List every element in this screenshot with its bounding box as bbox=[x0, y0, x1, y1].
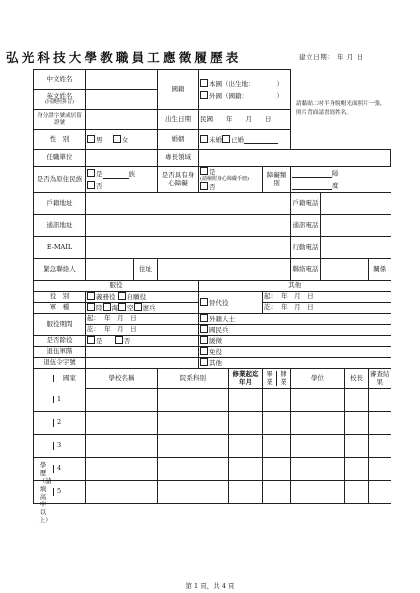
paren-close: ） bbox=[276, 91, 283, 100]
disability-level-label: 障礙類別 bbox=[263, 167, 291, 193]
marines-checkbox[interactable] bbox=[134, 303, 142, 311]
english-name-label-cell bbox=[34, 90, 86, 110]
date-blank: 年 月 日 bbox=[281, 292, 314, 301]
national-guard-label: 國民兵 bbox=[209, 326, 229, 335]
disability-no-label: 否 bbox=[209, 183, 216, 192]
nationality-field bbox=[199, 70, 291, 110]
exempt-yes-checkbox[interactable] bbox=[87, 336, 95, 344]
marines-label: 憲兵 bbox=[142, 304, 156, 313]
graduation-cell[interactable] bbox=[263, 481, 291, 504]
exempted-label: 緩徵 bbox=[209, 337, 222, 346]
department-cell[interactable] bbox=[158, 389, 229, 412]
alternative-service-field bbox=[199, 292, 263, 314]
disability-unit-label: 障 bbox=[332, 169, 339, 178]
army-checkbox[interactable] bbox=[87, 303, 95, 311]
english-name-field[interactable] bbox=[86, 90, 158, 110]
foreign-status-checkbox[interactable] bbox=[200, 314, 208, 322]
birth-date-label: 出生日期 bbox=[158, 110, 199, 130]
disability-note: (請檢附身心障礙手冊) bbox=[200, 175, 249, 182]
married-checkbox[interactable] bbox=[222, 135, 230, 143]
tribe-label: 族 bbox=[128, 170, 135, 179]
aboriginal-yes-checkbox[interactable] bbox=[87, 169, 95, 177]
period-cell[interactable] bbox=[229, 412, 263, 435]
graduation-cell[interactable] bbox=[263, 389, 291, 412]
disability-degree-blank[interactable] bbox=[292, 182, 332, 190]
row-number: 4 bbox=[57, 464, 62, 473]
relationship-label: 關係 bbox=[369, 259, 391, 281]
mailing-phone-label: 通訊電話 bbox=[291, 215, 321, 237]
disability-no-checkbox[interactable] bbox=[200, 182, 208, 190]
exempt-field bbox=[86, 336, 199, 347]
id-number-field[interactable] bbox=[86, 110, 158, 130]
exempt-yes-label: 是 bbox=[96, 337, 103, 346]
disability-yes-checkbox[interactable] bbox=[200, 167, 208, 175]
to-label: 訖： bbox=[264, 303, 277, 312]
tribe-blank[interactable] bbox=[103, 171, 129, 179]
alternative-service-checkbox[interactable] bbox=[200, 298, 208, 306]
male-label: 男 bbox=[96, 135, 103, 144]
degree-cell[interactable] bbox=[291, 481, 345, 504]
chinese-name-label: 中文姓名 bbox=[34, 70, 86, 90]
exempt-service-field bbox=[199, 347, 391, 358]
department-cell[interactable] bbox=[158, 435, 229, 458]
branch-label: 軍 種 bbox=[34, 303, 86, 314]
education-row bbox=[34, 412, 86, 435]
military-service-header: 服役 bbox=[34, 281, 199, 292]
mailing-address-label: 通訊地址 bbox=[34, 215, 86, 237]
others-label: 其他 bbox=[209, 359, 222, 368]
review-result-header: 審查結果 bbox=[369, 369, 391, 389]
air-label: 空 bbox=[127, 304, 134, 313]
domestic-label: 本國（出生地： bbox=[209, 79, 255, 88]
volunteer-label: 自願役 bbox=[126, 293, 147, 302]
aboriginal-no-checkbox[interactable] bbox=[87, 181, 95, 189]
disability-field bbox=[199, 167, 263, 193]
graduated-header: 畢業 bbox=[266, 370, 273, 386]
unmarried-checkbox[interactable] bbox=[200, 135, 208, 143]
others-field bbox=[199, 358, 391, 369]
branch-field bbox=[86, 303, 199, 314]
school-name-header: 學校名稱 bbox=[86, 369, 158, 389]
principal-header: 校長 bbox=[345, 369, 369, 389]
graduation-header bbox=[263, 369, 291, 389]
alt-service-to[interactable] bbox=[263, 303, 391, 314]
from-label: 起： bbox=[264, 292, 277, 301]
principal-cell[interactable] bbox=[345, 412, 369, 435]
degree-header: 學位 bbox=[291, 369, 345, 389]
aboriginal-field bbox=[86, 167, 158, 193]
study-period-header: 修業起迄年月 bbox=[229, 369, 263, 389]
volunteer-checkbox[interactable] bbox=[118, 292, 126, 300]
foreign-label: 外國（國籍： bbox=[209, 91, 248, 100]
review-cell[interactable] bbox=[369, 435, 391, 458]
nationality-label: 國籍 bbox=[158, 70, 199, 110]
navy-checkbox[interactable] bbox=[103, 303, 111, 311]
photo-area[interactable] bbox=[291, 70, 391, 150]
department-cell[interactable] bbox=[158, 458, 229, 481]
review-cell[interactable] bbox=[369, 481, 391, 504]
service-type-field bbox=[86, 292, 199, 303]
national-guard-field bbox=[199, 325, 391, 336]
service-from[interactable] bbox=[86, 314, 199, 325]
degree-cell[interactable] bbox=[291, 435, 345, 458]
date-blank: 年 月 日 bbox=[104, 314, 137, 323]
emergency-phone-field[interactable] bbox=[321, 259, 369, 281]
alternative-service-label: 替代役 bbox=[209, 298, 229, 307]
exempted-field bbox=[199, 336, 391, 347]
row-number: 1 bbox=[57, 395, 62, 404]
exempt-no-checkbox[interactable] bbox=[115, 336, 123, 344]
form-title: 弘光科技大學教職員工應徵履歷表 bbox=[6, 50, 242, 65]
marital-field bbox=[199, 130, 291, 150]
row-number: 3 bbox=[57, 441, 62, 450]
household-address-field[interactable] bbox=[86, 193, 291, 215]
page-footer: 第 1 頁，共 4 頁 bbox=[185, 582, 235, 590]
principal-cell[interactable] bbox=[345, 389, 369, 412]
service-period-label: 服役期間 bbox=[34, 314, 86, 336]
degree-cell[interactable] bbox=[291, 458, 345, 481]
mailing-phone-field[interactable] bbox=[321, 215, 391, 237]
air-checkbox[interactable] bbox=[118, 303, 126, 311]
emergency-address-field[interactable] bbox=[158, 259, 291, 281]
disability-degree-label: 度 bbox=[332, 181, 339, 190]
emergency-phone-label: 聯絡電話 bbox=[291, 259, 321, 281]
principal-cell[interactable] bbox=[345, 458, 369, 481]
review-cell[interactable] bbox=[369, 389, 391, 412]
female-checkbox[interactable] bbox=[113, 135, 121, 143]
aboriginal-yes-label: 是 bbox=[96, 170, 103, 179]
period-cell[interactable] bbox=[229, 458, 263, 481]
incomplete-header: 肄業 bbox=[280, 370, 287, 386]
emergency-address-label: 住址 bbox=[134, 259, 158, 281]
education-row bbox=[34, 389, 86, 412]
mailing-address-field[interactable] bbox=[86, 215, 291, 237]
to-label: 訖： bbox=[87, 325, 100, 334]
graduation-cell[interactable] bbox=[263, 412, 291, 435]
review-cell[interactable] bbox=[369, 458, 391, 481]
marital-label: 婚姻 bbox=[158, 130, 199, 150]
exempt-service-label: 免役 bbox=[209, 348, 222, 357]
from-label: 起： bbox=[87, 314, 100, 323]
army-label: 陸 bbox=[96, 304, 103, 313]
household-phone-field[interactable] bbox=[321, 193, 391, 215]
discharge-date-label: 退伍令字號 bbox=[34, 358, 86, 369]
unmarried-label: 未婚 bbox=[209, 135, 222, 144]
english-name-label: 英文姓名 bbox=[46, 91, 73, 100]
current-employer-field[interactable] bbox=[86, 150, 158, 167]
household-phone-label: 戶籍電話 bbox=[291, 193, 321, 215]
school-cell[interactable] bbox=[86, 458, 158, 481]
department-cell[interactable] bbox=[158, 481, 229, 504]
period-cell[interactable] bbox=[229, 481, 263, 504]
gender-label: 性 別 bbox=[34, 130, 86, 150]
education-section-label-wrap bbox=[34, 436, 52, 551]
period-cell[interactable] bbox=[229, 389, 263, 412]
discharge-rank-field[interactable] bbox=[86, 347, 199, 358]
exempt-no-label: 否 bbox=[123, 337, 131, 346]
graduation-cell[interactable] bbox=[263, 435, 291, 458]
english-name-note: (同護照拼音) bbox=[45, 99, 74, 106]
others-checkbox[interactable] bbox=[200, 358, 208, 366]
date-blank: 年 月 日 bbox=[281, 303, 314, 312]
other-header: 其他 bbox=[199, 281, 391, 292]
specialty-field[interactable] bbox=[199, 150, 391, 167]
graduation-cell[interactable] bbox=[263, 458, 291, 481]
gender-field bbox=[86, 130, 158, 150]
national-guard-checkbox[interactable] bbox=[200, 325, 208, 333]
foreign-status-field bbox=[199, 314, 391, 325]
date-blank: 年 月 日 bbox=[104, 325, 137, 334]
education-section-label: 學歷（請填高中以上） bbox=[39, 462, 52, 525]
exempt-label: 是否除役 bbox=[34, 336, 86, 347]
disability-label: 是否具有身心障礙 bbox=[158, 167, 199, 193]
school-cell[interactable] bbox=[86, 481, 158, 504]
principal-cell[interactable] bbox=[345, 481, 369, 504]
navy-label: 海 bbox=[111, 304, 118, 313]
aboriginal-label: 是否為原住民族 bbox=[34, 167, 86, 193]
degree-cell[interactable] bbox=[291, 412, 345, 435]
id-number-label: 身分證字號或居留證號 bbox=[34, 110, 86, 130]
birth-date-field[interactable]: 民國 年 月 日 bbox=[199, 110, 291, 130]
chinese-name-field[interactable] bbox=[86, 70, 158, 90]
female-label: 女 bbox=[121, 135, 129, 144]
department-header: 院系科別 bbox=[158, 369, 229, 389]
emergency-contact-field[interactable] bbox=[86, 259, 134, 281]
creation-date-label: 建立日期： 年 月 日 bbox=[299, 53, 364, 61]
education-header-cell bbox=[34, 369, 86, 389]
school-cell[interactable] bbox=[86, 389, 158, 412]
married-label: 已婚 bbox=[231, 135, 244, 144]
paren-close: ） bbox=[276, 79, 283, 88]
email-label: E-MAIL bbox=[34, 237, 86, 259]
married-blank[interactable] bbox=[244, 136, 278, 144]
school-cell[interactable] bbox=[86, 435, 158, 458]
compulsory-label: 義務役 bbox=[96, 293, 116, 302]
alt-service-from[interactable] bbox=[263, 292, 391, 303]
row-number: 5 bbox=[57, 487, 62, 496]
specialty-label: 專長領域 bbox=[158, 150, 199, 167]
foreign-status-label: 外籍人士 bbox=[209, 315, 235, 324]
exempted-checkbox[interactable] bbox=[200, 336, 208, 344]
mobile-field[interactable] bbox=[321, 237, 391, 259]
male-checkbox[interactable] bbox=[87, 135, 95, 143]
email-field[interactable] bbox=[86, 237, 291, 259]
principal-cell[interactable] bbox=[345, 435, 369, 458]
service-type-label: 役 別 bbox=[34, 292, 86, 303]
degree-cell[interactable] bbox=[291, 389, 345, 412]
foreign-checkbox[interactable] bbox=[200, 91, 208, 99]
review-cell[interactable] bbox=[369, 412, 391, 435]
period-cell[interactable] bbox=[229, 435, 263, 458]
disability-level-field bbox=[291, 167, 391, 193]
exempt-service-checkbox[interactable] bbox=[200, 347, 208, 355]
row-number: 2 bbox=[57, 418, 62, 427]
school-cell[interactable] bbox=[86, 412, 158, 435]
emergency-contact-label: 緊急聯絡人 bbox=[34, 259, 86, 281]
disability-type-blank[interactable] bbox=[292, 170, 332, 178]
photo-instruction: 請黏貼二吋半身脫帽光面照片一張，照片背面請書寫姓名。 bbox=[296, 100, 386, 117]
compulsory-checkbox[interactable] bbox=[87, 292, 95, 300]
service-to[interactable] bbox=[86, 325, 199, 336]
aboriginal-no-label: 否 bbox=[96, 181, 103, 190]
current-employer-label: 任職單位 bbox=[34, 150, 86, 167]
mobile-label: 行動電話 bbox=[291, 237, 321, 259]
country-header: 國家 bbox=[63, 374, 76, 383]
domestic-checkbox[interactable] bbox=[200, 79, 208, 87]
department-cell[interactable] bbox=[158, 412, 229, 435]
application-form bbox=[33, 69, 391, 504]
disability-yes-label: 是 bbox=[209, 168, 216, 177]
discharge-date-field[interactable] bbox=[86, 358, 199, 369]
discharge-rank-label: 退伍軍階 bbox=[34, 347, 86, 358]
household-address-label: 戶籍地址 bbox=[34, 193, 86, 215]
